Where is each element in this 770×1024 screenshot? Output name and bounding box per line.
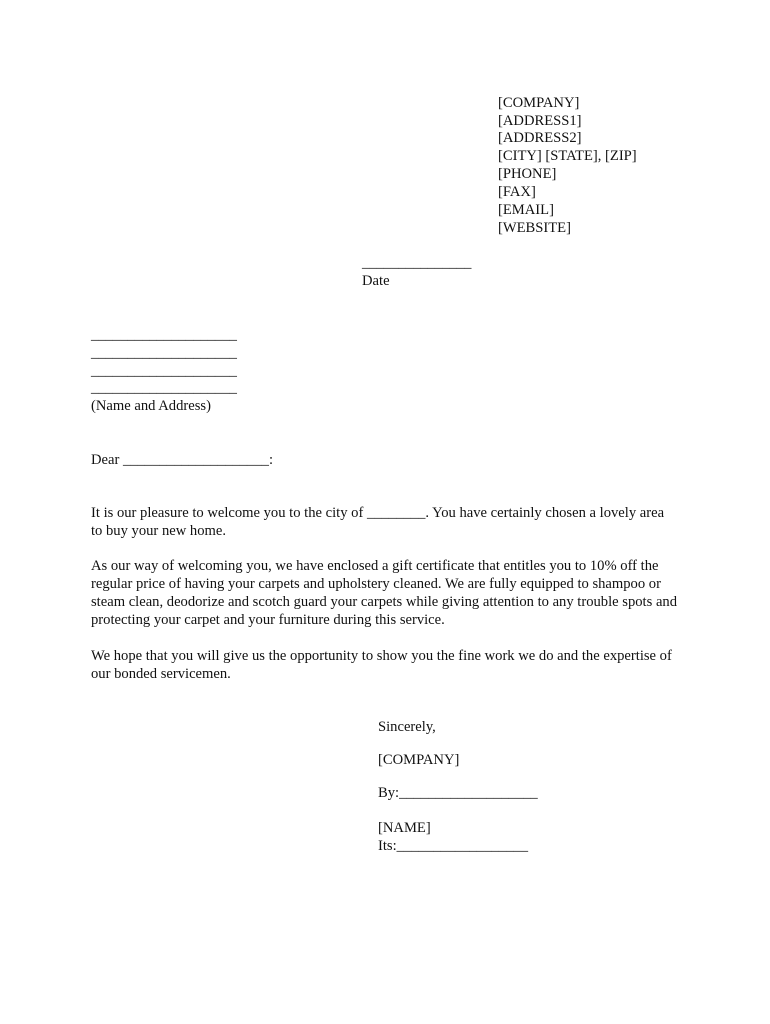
date-label: Date <box>362 273 390 289</box>
recipient-line-3: ____________________ <box>91 363 237 379</box>
recipient-label: (Name and Address) <box>91 398 211 414</box>
salutation: Dear ____________________: <box>91 452 273 468</box>
letterhead-email: [EMAIL] <box>498 201 554 218</box>
letterhead-address2: [ADDRESS2] <box>498 130 582 146</box>
closing-its-title: Its:__________________ <box>378 838 528 854</box>
letterhead-company: [COMPANY] <box>498 95 580 111</box>
letterhead-address1: [ADDRESS1] <box>498 112 582 129</box>
letterhead-phone: [PHONE] <box>498 166 557 182</box>
body-paragraph-3: We hope that you will give us the opportunity to show you the fine work we do and the expertise of our bonded servicemen. <box>91 648 672 682</box>
letterhead-city-state-zip: [CITY] [STATE], [ZIP] <box>498 148 637 164</box>
letterhead-fax: [FAX] <box>498 184 536 200</box>
date-blank: _______________ <box>362 255 472 271</box>
closing-by-signature: By:___________________ <box>378 785 538 801</box>
body-paragraph-1: It is our pleasure to welcome you to the city of ________. You have certainly chosen a lovely area to buy your new home. <box>91 505 665 539</box>
closing-sincerely: Sincerely, <box>378 719 436 735</box>
letterhead-website: [WEBSITE] <box>498 219 571 236</box>
recipient-line-2: ____________________ <box>91 345 237 361</box>
closing-name: [NAME] <box>378 820 431 836</box>
closing-company: [COMPANY] <box>378 752 460 768</box>
recipient-line-4: ____________________ <box>91 380 237 396</box>
body-paragraph-2: As our way of welcoming you, we have enclosed a gift certificate that entitles you to 10% off the regular price of having your carpets and upholstery cleaned. We are fully equipped to shampoo or steam clean, deodorize and scotch guard your carpets while giving attention to any trouble spots and protecting your carpet and your furniture during this service. <box>91 558 678 628</box>
recipient-line-1: ____________________ <box>91 327 237 343</box>
